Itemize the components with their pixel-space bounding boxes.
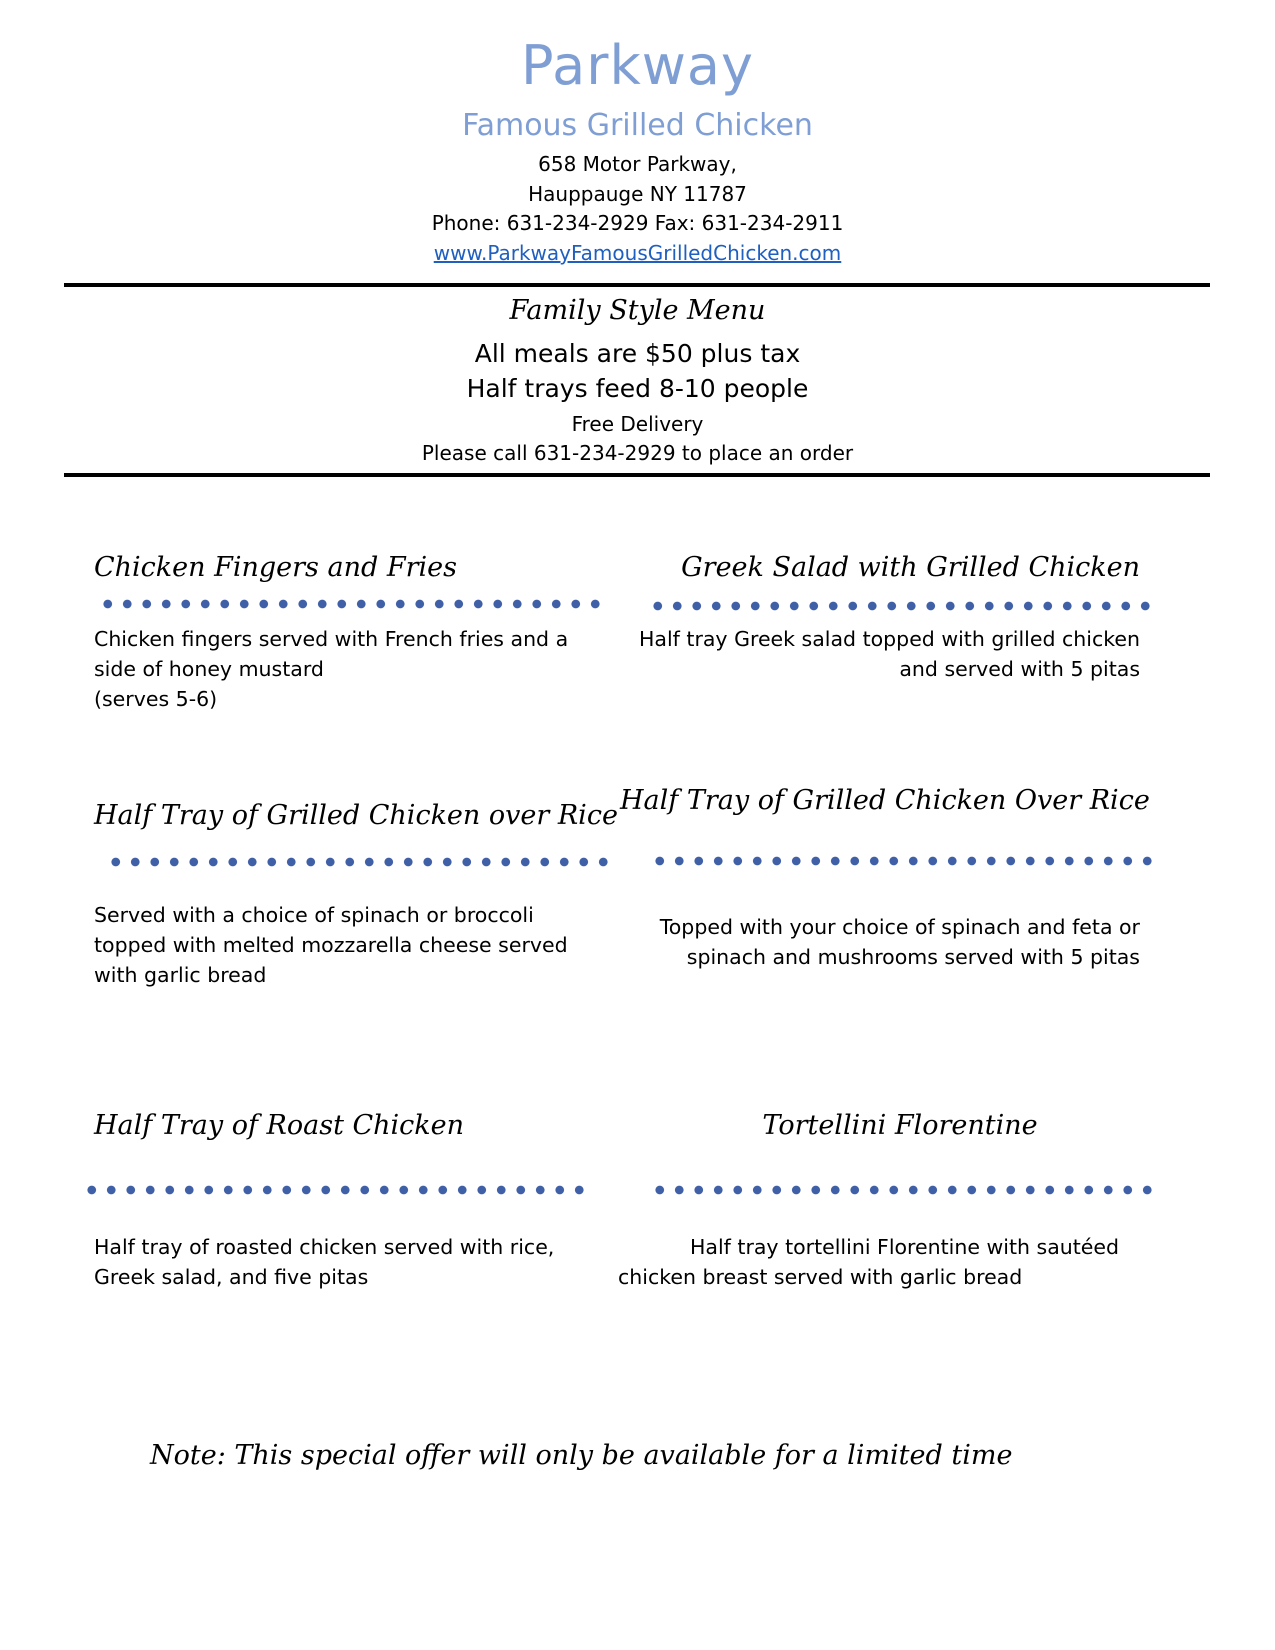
website-link[interactable]: www.ParkwayFamousGrilledChicken.com <box>433 241 842 265</box>
item-title: Tortellini Florentine <box>762 1110 1038 1141</box>
order-info: Please call 631-234-2929 to place an order <box>421 441 854 465</box>
item-title: Half Tray of Grilled Chicken Over Rice <box>620 785 1150 816</box>
item-title: Half Tray of Roast Chicken <box>94 1110 465 1141</box>
limited-time-note: Note: This special offer will only be available for a limited time <box>150 1440 1013 1471</box>
item-description: Topped with your choice of spinach and feta or spinach and mushrooms served with 5 pitas <box>659 915 1140 969</box>
item-title: Chicken Fingers and Fries <box>94 552 457 583</box>
menu-heading: Family Style Menu <box>509 295 766 326</box>
serving-info: Half trays feed 8-10 people <box>466 374 809 403</box>
restaurant-name: Parkway <box>521 34 754 97</box>
phone-fax: Phone: 631-234-2929 Fax: 631-234-2911 <box>431 211 844 235</box>
restaurant-tagline: Famous Grilled Chicken <box>462 108 813 143</box>
bottom-divider <box>64 473 1210 477</box>
address-line-2: Hauppauge NY 11787 <box>528 182 747 206</box>
dotted-separator <box>82 1185 584 1195</box>
item-description: Served with a choice of spinach or broccoli topped with melted mozzarella cheese served with garlic bread <box>94 903 568 987</box>
dotted-separator <box>648 601 1150 611</box>
website-row <box>0 241 1275 265</box>
item-description: Half tray tortellini Florentine with sautéed chicken breast served with garlic bread <box>618 1235 1120 1289</box>
dotted-separator <box>650 1185 1152 1195</box>
item-description: Half tray Greek salad topped with grilled chicken and served with 5 pitas <box>639 627 1140 681</box>
price-info: All meals are $50 plus tax <box>474 339 801 368</box>
dotted-separator <box>650 856 1152 866</box>
delivery-info: Free Delivery <box>571 412 704 436</box>
item-title: Greek Salad with Grilled Chicken <box>681 552 1140 583</box>
top-divider <box>64 283 1210 287</box>
dotted-separator <box>98 599 600 609</box>
address-line-1: 658 Motor Parkway, <box>538 152 737 176</box>
item-title: Half Tray of Grilled Chicken over Rice <box>94 800 618 831</box>
dotted-separator <box>106 857 608 867</box>
item-description: Chicken fingers served with French fries and a side of honey mustard (serves 5-6) <box>94 627 569 711</box>
item-description: Half tray of roasted chicken served with rice, Greek salad, and five pitas <box>94 1235 555 1289</box>
